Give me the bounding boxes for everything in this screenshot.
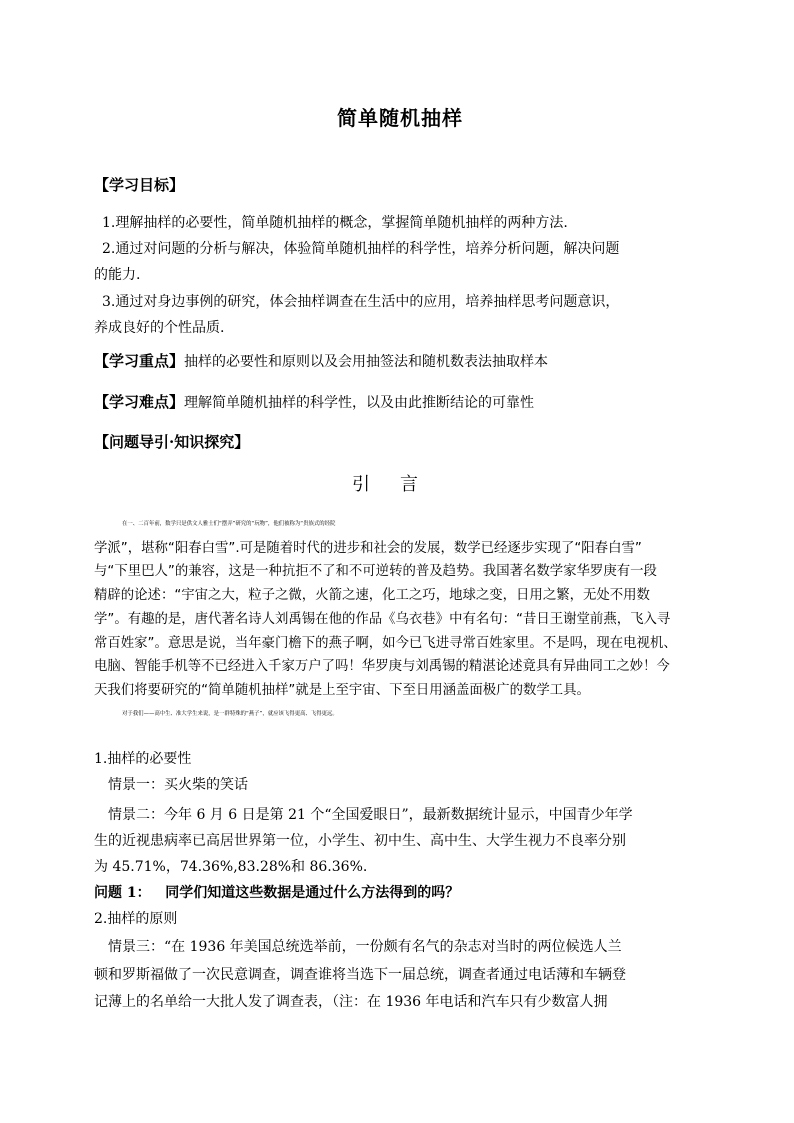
scene-3-line-3: 记薄上的名单给一大批人发了调查表，（注：在 1936 年电话和汽车只有少数富人拥 bbox=[94, 994, 608, 1010]
objective-item-1: 1.理解抽样的必要性，简单随机抽样的概念，掌握简单随机抽样的两种方法. bbox=[102, 215, 568, 231]
intro-paragraph bbox=[94, 513, 706, 726]
scene-3-line-2: 顿和罗斯福做了一次民意调查，调查谁将当选下一届总统，调查者通过电话薄和车辆登 bbox=[94, 967, 626, 983]
objectives-heading: 【学习目标】 bbox=[94, 176, 185, 194]
objective-item-3-line-2: 养成良好的个性品质. bbox=[94, 320, 225, 336]
question-1 bbox=[94, 884, 459, 902]
intro-line-4: 精辟的论述：“宇宙之大，粒子之微，火箭之速，化工之巧，地球之变，日用之繁，无处不用数 bbox=[94, 588, 650, 604]
key-points-heading: 【学习重点】 bbox=[94, 352, 185, 370]
intro-line-1: 在一、二百年前，数学只是供文人雅士们“摆弄”研究的“玩物”，他们被称为“贵族式的经院 bbox=[122, 521, 336, 527]
question-1-label: 问题 1： bbox=[94, 885, 151, 901]
difficulties bbox=[94, 393, 534, 412]
intro-line-5: 学”。有趣的是，唐代著名诗人刘禹锡在他的作品《乌衣巷》中有名句：“昔日王谢堂前燕，飞入寻 bbox=[94, 611, 671, 627]
difficulties-text: 理解简单随机抽样的科学性，以及由此推断结论的可靠性 bbox=[184, 395, 535, 411]
scene-2-line-2: 生的近视患病率已高居世界第一位，小学生、初中生、高中生、大学生视力不良率分别 bbox=[94, 833, 626, 849]
key-points-text: 抽样的必要性和原则以及会用抽签法和随机数表法抽取样本 bbox=[184, 354, 549, 370]
scene-1: 情景一：买火柴的笑话 bbox=[108, 777, 248, 793]
section-1-heading: 1.抽样的必要性 bbox=[94, 751, 192, 767]
intro-line-6: 常百姓家”。意思是说，当年豪门檐下的燕子啊，如今已飞进寻常百姓家里。不是吗，现在电视机、 bbox=[94, 635, 677, 651]
intro-line-3: 与“下里巴人”的兼容，这是一种抗拒不了和不可逆转的普及趋势。我国著名数学家华罗庚有一段 bbox=[94, 564, 657, 580]
guide-heading: 【问题导引·知识探究】 bbox=[94, 433, 250, 451]
intro-line-7: 电脑、智能手机等不已经进入千家万户了吗！华罗庚与刘禹锡的精湛论述竟具有异曲同工之妙！今 bbox=[94, 659, 670, 675]
objective-item-3-line-1: 3.通过对身边事例的研究，体会抽样调查在生活中的应用，培养抽样思考问题意识， bbox=[102, 294, 620, 310]
scene-2-line-3: 为 45.71%，74.36%,83.28%和 86.36%. bbox=[94, 859, 368, 875]
section-2-heading: 2.抽样的原则 bbox=[94, 911, 178, 927]
intro-line-8: 天我们将要研究的“简单随机抽样”就是上至宇宙、下至日用涵盖面极广的数学工具。 bbox=[94, 682, 590, 698]
objective-item-2-line-2: 的能力. bbox=[94, 267, 141, 283]
key-points bbox=[94, 352, 548, 371]
difficulties-heading: 【学习难点】 bbox=[94, 393, 185, 411]
page-title: 简单随机抽样 bbox=[337, 106, 463, 130]
question-1-text: 同学们知道这些数据是通过什么方法得到的吗？ bbox=[165, 885, 460, 901]
scene-2-line-1: 情景二：今年 6 月 6 日是第 21 个“全国爱眼日”，最新数据统计显示，中国青少年学 bbox=[108, 807, 633, 823]
intro-line-2: 学派”，堪称“阳春白雪”.可是随着时代的进步和社会的发展，数学已经逐步实现了“阳春白雪” bbox=[94, 540, 642, 556]
objective-item-2-line-1: 2.通过对问题的分析与解决，体验简单随机抽样的科学性，培养分析问题，解决问题 bbox=[102, 241, 620, 257]
intro-title: 引言 bbox=[352, 474, 448, 495]
intro-line-9: 对于我们——高中生、准大学生来说，是一群特殊的“燕子”，就应该飞得更高、飞得更远。 bbox=[122, 710, 338, 717]
scene-3-line-1: 情景三：“在 1936 年美国总统选举前，一份颇有名气的杂志对当时的两位候选人兰 bbox=[108, 939, 622, 955]
